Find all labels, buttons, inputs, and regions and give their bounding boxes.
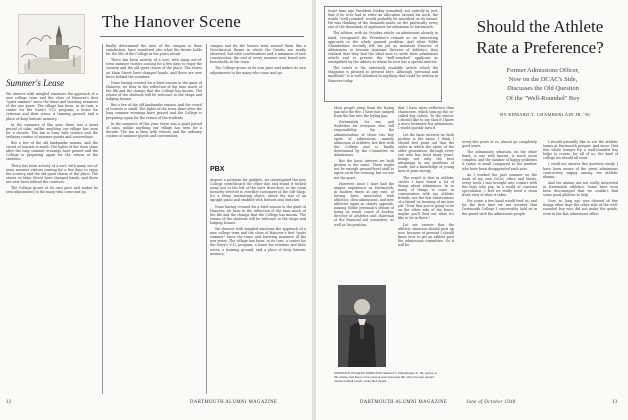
paragraph: There has been activity of a sort, with many out-of-town summer visitors coming for a few days to enjoy the scenery and the old quiet charm of the place. The stores on Main Street have changed hands, and there are new faces behind the counters. — [106, 58, 202, 79]
paragraph: In the summers of this year, there was a quiet period of calm, unlike anything our village has seen for a decade. The Inn is busy with visitors and the ordinary routine of summer guests and conventions. — [6, 122, 98, 139]
byline: BY EDWARD T. CHAMBERLAIN JR. '36 — [500, 112, 590, 117]
paragraph: Let the basic interest we both profess is the same, I think I should first point out that the order in which the spirit of the older generation, through every one who has lived many years, brings not only the best advantage to our problems of youth, but a knowledge of young men of pure energy. — [398, 132, 454, 174]
footer-date: June of October 1948 — [466, 400, 516, 405]
paragraph: Now, so long ago was cleared of few things other than the other side of the well-rounded boy who did not make the grade, even in the last admissions office. — [543, 199, 618, 216]
footer-magazine-name: DARTMOUTH ALUMNI MAGAZINE — [360, 400, 448, 405]
column-divider — [206, 44, 207, 394]
footer-magazine-name: DARTMOUTH ALUMNI MAGAZINE — [190, 400, 278, 405]
paragraph: Fortunately for me, and doubtless for everyone else, full responsibility for the administration of those two key spots of admissions, namely admission of athletes, lies first with the College and is finally determined by the Committee on Admissions. — [334, 120, 394, 158]
editors-note — [328, 9, 438, 99]
paragraph: The result is the extremely readable article which the Magazine is pleased to present here. Although "personal and unofficial," it is well informed in anything that could be written in Hanover today. — [328, 66, 438, 83]
paragraph: None having crossed for a brief season to the quiet of Hanover, we hear in the reflection of the time much of the life and the change that the College has known. The return of the students will be welcome in the shops and lodging houses. — [106, 80, 202, 102]
page-title: The Hanover Scene — [102, 12, 242, 31]
paragraph: every five years or so, almost go completely good years. — [462, 140, 537, 149]
deck-line: Former Admissions Officer, — [506, 67, 580, 74]
paragraph: finally determined the area of the campus to their satisfaction, have wondered also what the future holds for the life of the College in the years ahead. — [106, 44, 202, 57]
column-divider — [102, 44, 103, 394]
headline-rule — [100, 36, 304, 37]
paragraph: The admissions situation, on the other hand, is one well known. A much more complex, and the number of happy problems it raises is small compared to the number who have been disappointed each year. — [462, 150, 537, 171]
text-column-6 — [398, 106, 454, 396]
deck-line: Discusses the Old Question — [507, 85, 579, 93]
paragraph: And the alumni are not really interested in Dartmouth athletics. Some have even been discouraged that we couldn't find some good athletes to help. — [543, 180, 618, 198]
text-column-3-bottom — [210, 178, 306, 396]
deck-line: Now on the DCAC's Side, — [508, 76, 578, 84]
paragraph: For some, a few hand would feed us, and for the first time we are assured that Dartmouth College I conceivably hold us in the grand with the admissions people. — [462, 199, 537, 216]
paragraph: However, since I have had the unique experience as Dartmouth, in modern times at any rate, of having been associated with athletics, then admissions, and now athletics again as closely opposite, naming Eddie Jeremiah's dream of being as smart coach of hockey, director of athletics and chairman of the financial aid committee, as well as his position. — [334, 181, 394, 227]
portrait-icon — [338, 285, 386, 367]
deck-line: Of the "Well-Rounded" Boy — [506, 94, 580, 102]
paragraph: But a few of the old landmarks remain, and the crowd of tourists is small. The lights of the town shine after the long summer evenings have passed and the College is preparing again for the return of the students. — [106, 103, 202, 120]
paragraph: Most people jump from the frying pan into the fire. I have just jumped from the fire into the frying pan. — [334, 106, 394, 119]
paragraph: The editors, with an October article on admissions already in mind, recognized the President's remark as an interesting approach to the whole general problem. And when Eddie Chamberlain recently left his job as Assistant Director of Admissions to become Assistant Director of Athletics, they realized that they had the ideal man to write their admissions article and to present the "well-rounded" applicant as exemplified by the athlete to whom he now has a special interest. — [328, 31, 438, 65]
text-column-5 — [334, 106, 394, 271]
text-column-1 — [6, 92, 98, 397]
left-page — [0, 0, 312, 420]
paragraph: As I worked the past summer on the work of my own DCAC office and theirs, every week I was brought into contact with the boys who pay. In a world of constant speculation, I feel we really need a clean fresh view of what it takes. — [462, 172, 537, 198]
paragraph: None having crossed for a brief season to the quiet of Hanover, we hear in the reflection of the time much of the life and the change that the College has known. The return of the students will be welcome in the shops and lodging houses. — [210, 204, 306, 225]
article-title-line-2: Rate a Preference? — [476, 38, 604, 57]
paragraph: I could not answer this question easily. I have been aware of the great admissions controversy raging among the athletic alumni. — [543, 162, 618, 179]
text-column-3-top — [210, 44, 306, 162]
paragraph: In the summers of this year, there was a quiet period of calm, unlike anything our village has seen for a decade. The Inn is busy with visitors and the ordinary routine of summer guests and conventions. — [106, 121, 202, 138]
paragraph: I should naturally like to see the athletic teams at Dartmouth prosper. And more: that this whole hunger for a well-rounded boy helps to create, for all of us, the kind of college we should all want. — [543, 140, 618, 161]
church-steeple-icon — [19, 15, 84, 73]
pbx-heading: PBX — [210, 166, 225, 173]
text-column-2 — [106, 44, 202, 394]
paragraph: But the basic interest we both profess is the same. There might not be enough ground-level stuff to agree on in the evening, but we are not far apart. — [334, 159, 394, 180]
paragraph: There has been activity of a sort, with many out-of-town summer visitors coming for a few days to enjoy the scenery and the old quiet charm of the place. The stores on Main Street have changed hands, and there are new faces behind the counters. — [6, 163, 98, 184]
paragraph: that I have more reflective than characters, which sum up the so-called boy values. To the extent, I should like to say that if I knew a more fortunate list admissions, I would quickly turn it. — [398, 106, 454, 131]
paragraph: We observe with mingled emotions the approach of a new college term and the close of Hanover's first "quiet summer" since the tense and bursting summers of the war years. The village has been, in its turn, a center for the Navy's V-12 program, a home for veterans and their wives, a training ground, and a place of deep historic memory. — [210, 227, 306, 256]
village-illustration — [18, 14, 85, 74]
article-deck — [468, 66, 618, 103]
paragraph: But a few of the old landmarks remain, and the crowd of tourists is small. The lights of the town shine after the long summer evenings have passed and the College is preparing again for the return of the students. — [6, 141, 98, 162]
author-photo — [338, 285, 386, 367]
article-title-line-1: Should the Athlete — [476, 17, 604, 36]
paragraph: campus and for the houses went around them, like a Neoclassical theme in which the Greeks are neatly observed, but with conversations and a minimum of new construction, the end of every summer sees brand new households in the town. — [210, 44, 306, 65]
paragraph: Anyone a postman for gadgets, we investigated the new College switchboard the other day and found it tucked away just to the left of the Inn's front door, in the room formerly devoted to overflow customers of the Gift Shop. It's a shiny, fascinating object, above the size of an upright piano and studded with buttons and switches. — [210, 178, 306, 203]
paragraph: Some time ago President Dickey remarked, not entirely in jest, that if he ever had to write an allocation around his neck, the words "well rounded" would probably be inscribed on its breast. He was thinking of the demands made on the practically every one of the thousands of applicants for admission to Dartmouth. — [328, 9, 438, 30]
paragraph: We observe with mingled emotions the approach of a new college term and the close of Hanover's first "quiet summer" since the tense and bursting summers of the war years. The village has been, in its turn, a center for the Navy's V-12 program, a home for veterans and their wives, a training ground, and a place of deep historic memory. — [6, 92, 98, 121]
paragraph: The College grows at its own pace and makes its own adjustments to the many who come and go. — [6, 185, 98, 195]
footer-page-number: 12 — [6, 400, 12, 405]
footer-page-number: 13 — [612, 400, 618, 405]
article-title — [460, 16, 620, 58]
paragraph: The College grows at its own pace and makes its own adjustments to the many who come and go. — [210, 66, 306, 75]
paragraph: The result is that in athletic circles I have heard a lot of things about admissions. In so many of things to come in conversation with my athletic friends, are the few observations of a friend on learning of my new job: "Now that you're going to be on the other side of the fence, maybe you'll find out what it's like to be in there." — [398, 175, 454, 221]
summers-lease-heading: Summer's Lease — [6, 78, 65, 88]
text-column-7 — [462, 140, 618, 396]
paragraph: Let me answer that the athletic situation should pick up now, because at present I should know how to get an athlete past the admissions committee. So it will be. — [398, 222, 454, 247]
photo-caption: ASSISTANT ATHLETIC DIRECTOR: Edward T. Chamberlain Jr. '36, author of this article, has been in his present post since last fall, when he was named varsity football coach, under Bob Wyatt. — [334, 371, 437, 383]
